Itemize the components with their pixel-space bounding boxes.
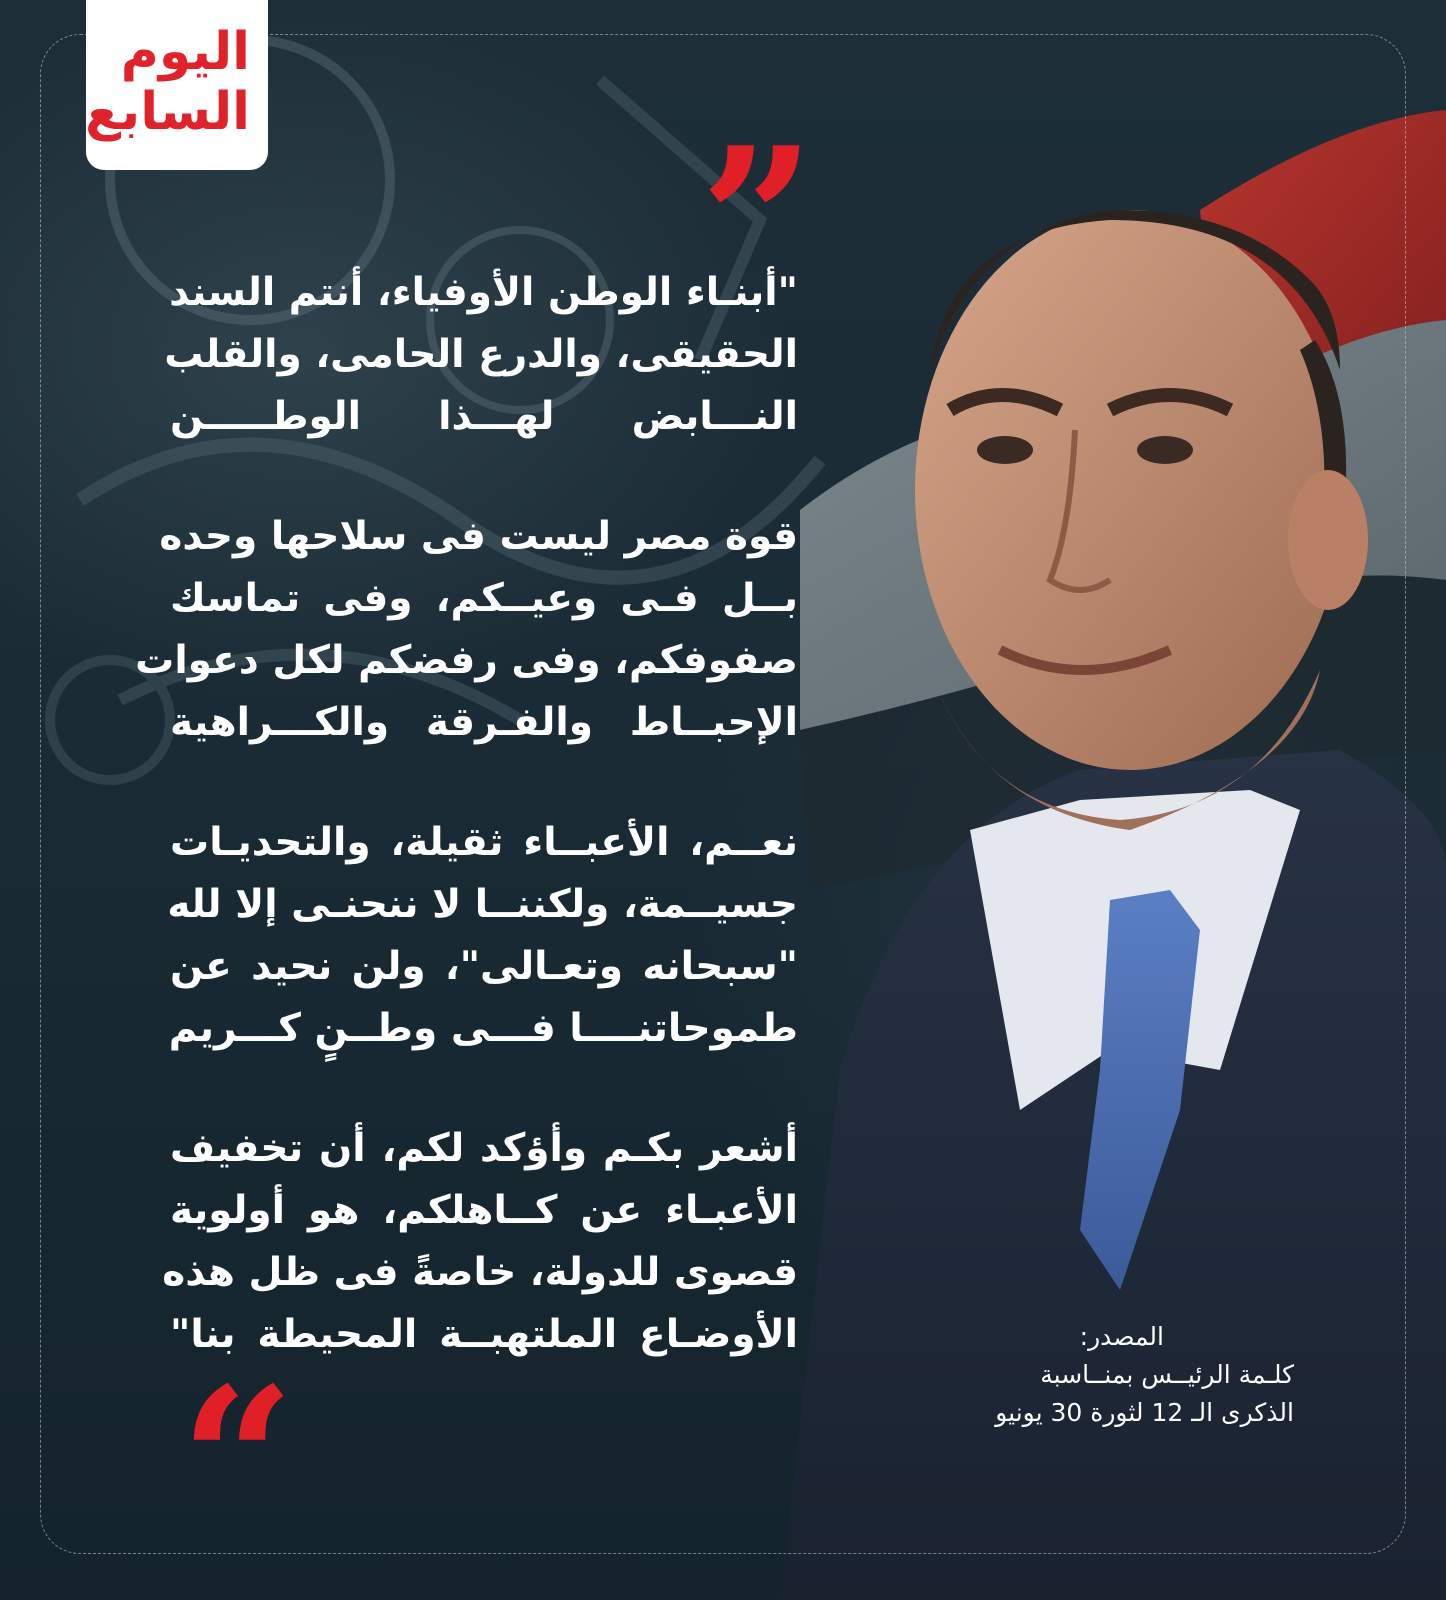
quote-line: صفوفكم، وفى رفضكم لكل دعوات — [135, 638, 798, 683]
quote-paragraph-3 — [167, 812, 798, 1060]
source-line2: الذكرى الـ 12 لثورة 30 يونيو — [995, 1398, 1294, 1427]
quote-line: النـــابض لهـــذا الوطـــــن — [170, 394, 798, 439]
quote-paragraph-2 — [135, 506, 798, 754]
quote-line: جسيــمة، ولكننــا لا ننحنـى إلا لله — [167, 882, 798, 927]
quote-line: قصوى للدولة، خاصةً فى ظل هذه — [162, 1250, 798, 1295]
source-line1: كلـمة الرئيــس بمنــاسبة — [1040, 1360, 1294, 1389]
quote-open-icon: ” — [700, 104, 816, 339]
quote-line: الإحبــاط والفـرقة والكـــراهية — [170, 700, 798, 745]
quote-line: قوة مصر ليست فى سلاحها وحده — [159, 514, 798, 559]
quote-paragraph-1 — [164, 262, 798, 448]
quote-close-icon: “ — [180, 1344, 296, 1579]
quote-line: "أبنـاء الوطن الأوفياء، أنتم السند — [169, 270, 798, 315]
quote-line: الأوضـاع الملتهبــة المحيطة بنا" — [170, 1312, 798, 1357]
quote-line: نعــم، الأعبــاء ثقيلة، والتحديـات — [170, 820, 798, 865]
source-label: المصدر: — [1079, 1322, 1164, 1351]
brand-logo — [86, 0, 268, 170]
quote-line: الحقيقى، والدرع الحامى، والقلب — [164, 332, 798, 377]
quote-line: "سبحانه وتعـالى"، ولن نحيد عن — [170, 944, 798, 989]
logo-text-line1: اليوم — [120, 22, 250, 82]
quote-text — [135, 262, 798, 1424]
quote-line: بــل فـى وعيــكم، وفى تماسك — [170, 576, 798, 621]
quote-line: الأعبـاء عن كــاهلكم، هو أولوية — [170, 1188, 798, 1233]
quote-line: طموحاتنــــا فـــى وطــنٍ كـــريم — [168, 1006, 798, 1051]
logo-text-line2: السابع — [85, 82, 250, 142]
quote-line: أشعر بكـم وأؤكد لكم، أن تخفيف — [170, 1126, 798, 1171]
quote-paragraph-4 — [162, 1118, 798, 1366]
source-credit — [880, 1318, 1294, 1432]
